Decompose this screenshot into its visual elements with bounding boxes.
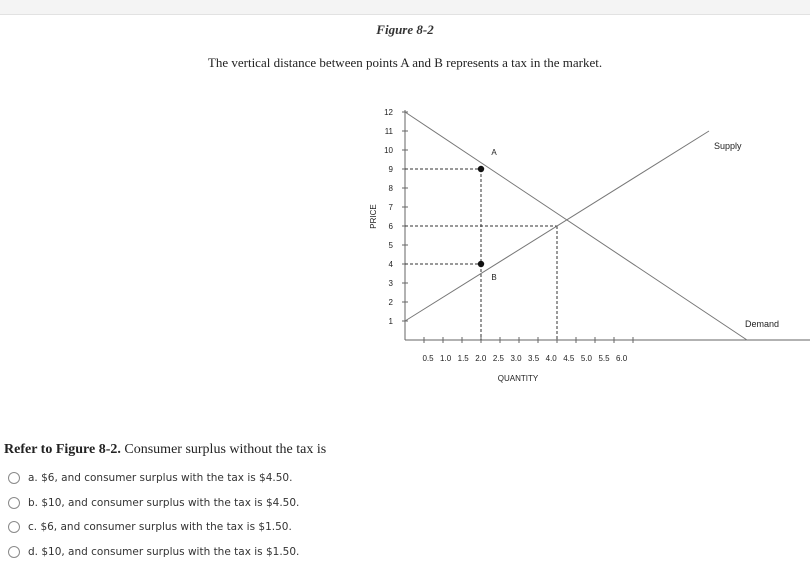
option-label: d. $10, and consumer surplus with the tax is $1.50.	[28, 545, 300, 558]
y-tick-label: 9	[388, 165, 393, 174]
point-label-a: A	[491, 148, 497, 157]
x-tick-label: 2.0	[475, 354, 487, 363]
x-tick-label: 1.5	[457, 354, 469, 363]
series-label-supply: Supply	[714, 141, 742, 151]
x-tick-label: 5.5	[598, 354, 610, 363]
x-tick-label: 1.0	[440, 354, 452, 363]
x-axis-title: QUANTITY	[497, 374, 539, 383]
y-tick-label: 3	[388, 279, 393, 288]
answer-options	[8, 466, 299, 564]
y-tick-label: 5	[388, 241, 393, 250]
figure-title: Figure 8-2	[376, 22, 434, 37]
x-tick-label: 3.5	[528, 354, 540, 363]
y-tick-label: 6	[388, 222, 393, 231]
question-text	[4, 442, 326, 458]
question-prefix: Refer to Figure 8-2.	[4, 442, 121, 457]
point-a	[478, 166, 484, 172]
question-body: Consumer surplus without the tax is	[120, 442, 327, 457]
point-b	[478, 261, 484, 267]
point-label-b: B	[491, 273, 497, 282]
y-tick-label: 8	[388, 184, 393, 193]
option-label: b. $10, and consumer surplus with the tax is $4.50.	[28, 496, 300, 509]
y-tick-label: 1	[388, 317, 393, 326]
x-tick-label: 3.0	[510, 354, 522, 363]
x-tick-label: 2.5	[492, 354, 504, 363]
x-tick-label: 6.0	[616, 354, 628, 363]
y-tick-label: 11	[384, 127, 393, 136]
y-tick-label: 4	[388, 260, 393, 269]
option-a[interactable]	[8, 466, 299, 491]
figure-caption: The vertical distance between points A and B represents a tax in the market.	[207, 55, 603, 70]
radio-button[interactable]	[8, 546, 20, 558]
x-tick-label: 4.0	[545, 354, 557, 363]
option-label: a. $6, and consumer surplus with the tax is $4.50.	[28, 472, 293, 485]
option-c[interactable]	[8, 515, 299, 540]
x-tick-label: 4.5	[563, 354, 575, 363]
series-label-demand: Demand	[745, 319, 780, 329]
y-tick-label: 2	[388, 298, 393, 307]
y-tick-label: 10	[384, 146, 393, 155]
option-d[interactable]	[8, 540, 299, 565]
radio-button[interactable]	[8, 472, 20, 484]
y-tick-label: 12	[384, 108, 393, 117]
x-tick-label: 5.0	[580, 354, 592, 363]
radio-button[interactable]	[8, 521, 20, 533]
y-tick-label: 7	[388, 203, 393, 212]
option-label: c. $6, and consumer surplus with the tax is $1.50.	[28, 521, 292, 534]
option-b[interactable]	[8, 491, 299, 516]
x-tick-label: 0.5	[422, 354, 434, 363]
y-axis-title: PRICE	[369, 204, 378, 229]
radio-button[interactable]	[8, 497, 20, 509]
